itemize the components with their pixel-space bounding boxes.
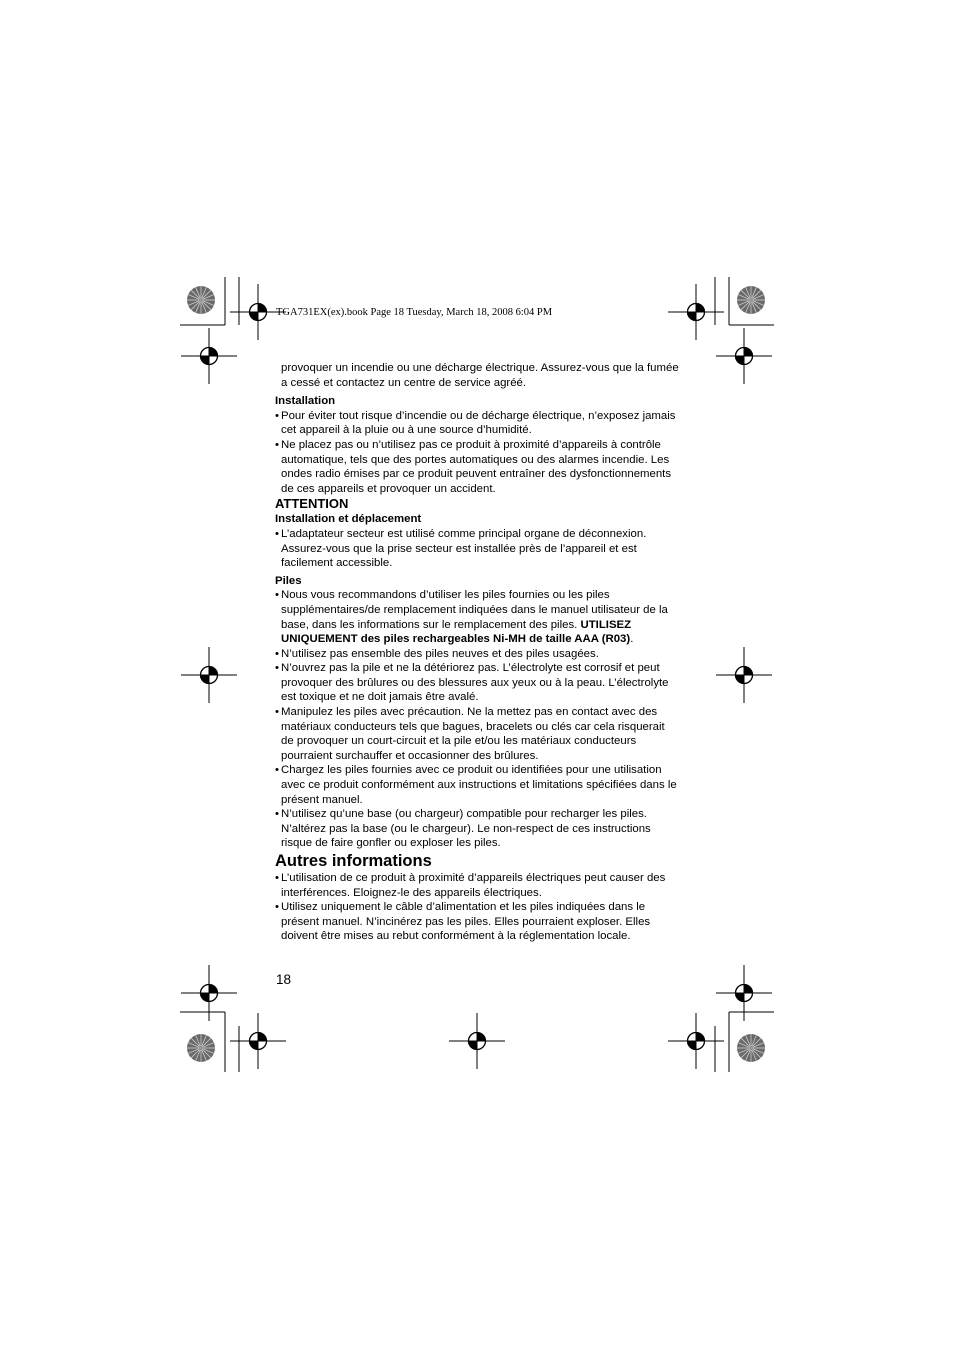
registration-mark	[668, 284, 724, 340]
list-item: • Utilisez uniquement le câble d’alimentation et les piles indiquées dans le présent manuel. N’incinérez pas les piles. Elles pourraient exploser. Elles doivent être mises au rebut conformément à la réglementation locale.	[275, 900, 680, 944]
star-target-mark	[187, 286, 215, 314]
registration-mark	[181, 965, 237, 1021]
registration-mark	[716, 647, 772, 703]
list-item: • N’ouvrez pas la pile et ne la détériorez pas. L’électrolyte est corrosif et peut provoquer des brûlures ou des blessures aux yeux ou à la peau. L’électrolyte est toxique et ne doit jamais être avalé.	[275, 661, 680, 705]
star-target-mark	[187, 1034, 215, 1062]
star-target-mark	[737, 1034, 765, 1062]
installation-list	[275, 409, 680, 497]
registration-mark	[716, 328, 772, 384]
page-content	[275, 361, 680, 944]
list-item: • Ne placez pas ou n’utilisez pas ce produit à proximité d’appareils à contrôle automatique, tels que des portes automatiques ou des alarmes incendie. Les ondes radio émises par ce produit peuvent entraîner des dysfonctionnements de ces appareils et provoquer un accident.	[275, 438, 680, 496]
list-item: • Chargez les piles fournies avec ce produit ou identifiées pour une utilisation avec ce produit conformément aux instructions et limitations spécifiées dans le présent manuel.	[275, 763, 680, 807]
piles-list	[275, 588, 680, 851]
list-item: • L’utilisation de ce produit à proximité d’appareils électriques peut causer des interférences. Eloignez-le des appareils électriques.	[275, 871, 680, 900]
registration-mark	[181, 328, 237, 384]
intro-paragraph: provoquer un incendie ou une décharge électrique. Assurez-vous que la fumée a cessé et contactez un centre de service agréé.	[281, 362, 679, 389]
autres-informations-list	[275, 871, 680, 944]
star-target-mark	[737, 286, 765, 314]
installation-deplacement-list	[275, 527, 680, 571]
list-item: • N’utilisez pas ensemble des piles neuves et des piles usagées.	[275, 647, 680, 662]
print-header: TGA731EX(ex).book Page 18 Tuesday, March 18, 2008 6:04 PM	[276, 307, 553, 318]
list-item: • Manipulez les piles avec précaution. Ne la mettez pas en contact avec des matériaux conducteurs tels que bagues, bracelets ou clés car cela risquerait de provoquer un court-circuit et la pile et/ou les matériaux conducteurs pourraient surchauffer et occasionner des brûlures.	[275, 705, 680, 763]
registration-mark	[181, 647, 237, 703]
attention-heading: ATTENTION	[275, 496, 349, 512]
installation-deplacement-heading: Installation et déplacement	[275, 513, 422, 526]
piles-first-end: .	[630, 633, 634, 646]
list-item: • N’utilisez qu’une base (ou chargeur) compatible pour recharger les piles. N’altérez pas la base (ou le chargeur). Le non-respect de ces instructions risque de faire gonfler ou exploser les piles.	[275, 807, 680, 851]
list-item: • Pour éviter tout risque d’incendie ou de décharge électrique, n’exposez jamais cet appareil à la pluie ou à une source d’humidité.	[275, 409, 680, 438]
autres-informations-heading: Autres informations	[275, 852, 432, 870]
registration-mark	[716, 965, 772, 1021]
page-number: 18	[276, 972, 292, 987]
installation-heading: Installation	[275, 395, 336, 408]
piles-first-text: Nous vous recommandons d’utiliser les piles fournies ou les piles supplémentaires/de remplacement indiquées dans le manuel utilisateur de la base, dans les informations sur le remplacement des piles.	[281, 589, 668, 631]
list-item: • L’adaptateur secteur est utilisé comme principal organe de déconnexion. Assurez-vous que la prise secteur est installée près de l’appareil et est facilement accessible.	[275, 527, 680, 571]
list-item	[275, 588, 680, 646]
registration-mark	[449, 1013, 505, 1069]
registration-mark	[668, 1013, 724, 1069]
piles-first-bold: UTILISEZ UNIQUEMENT des piles rechargeables Ni-MH de taille AAA (R03)	[281, 618, 632, 646]
piles-heading: Piles	[275, 574, 302, 587]
registration-mark	[230, 1013, 286, 1069]
